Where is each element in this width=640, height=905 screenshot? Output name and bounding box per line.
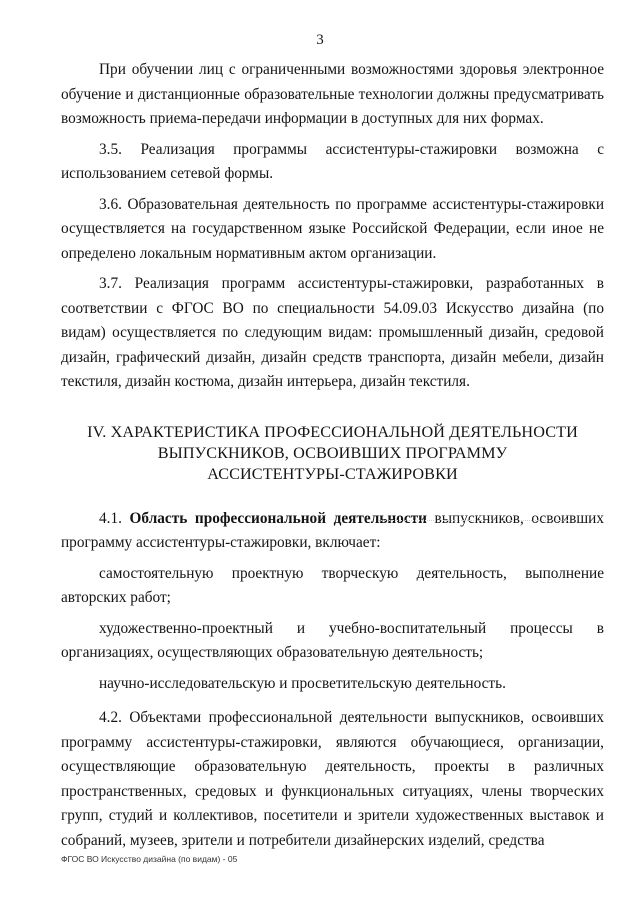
page-footer: ФГОС ВО Искусство дизайна (по видам) - 05: [61, 854, 238, 864]
paragraph-4-1-rest: выпускников, освоивших программу ассистентуры-стажировки, включает:: [61, 509, 604, 551]
paragraph-3-6: 3.6. Образовательная деятельность по программе ассистентуры-стажировки осуществляется на государственном языке Российской Федерации, если иное не определено локальным нормативным актом организации.: [61, 195, 604, 262]
list-item-research-activity: научно-исследовательскую и просветительскую деятельность.: [99, 674, 506, 692]
document-body: [61, 58, 604, 853]
section-heading-line: ВЫПУСКНИКОВ, ОСВОИВШИХ ПРОГРАММУ: [157, 443, 508, 462]
paragraph-3-5: 3.5. Реализация программы ассистентуры-стажировки возможна с использованием сетевой формы.: [61, 140, 604, 182]
paragraph-distance-learning: При обучении лиц с ограниченными возможностями здоровья электронное обучение и дистанционные образовательные технологии должны предусматривать возможность приема-передачи информации в доступных для них формах.: [61, 61, 604, 127]
paragraph-4-1: [61, 507, 604, 556]
paragraph-4-1-number: 4.1.: [99, 509, 122, 527]
paragraph-4-2: 4.2. Объектами профессиональной деятельности выпускников, освоивших программу ассистентуры-стажировки, являются обучающиеся, организации, осуществляющие образовательную деятельность, проекты в различных пространственных, средовых и функциональных ситуациях, члены творческих групп, студий и коллективов, посетители и зрители художественных выставок и собраний, музеев, зрители и потребители дизайнерских изделий, средства: [61, 709, 604, 849]
scan-artifact: [378, 520, 568, 523]
list-item-educational-processes: художественно-проектный и учебно-воспитательный процессы в организациях, осуществляющих образовательную деятельность;: [61, 619, 604, 661]
page-number: 3: [316, 32, 324, 48]
section-heading-line: IV. ХАРАКТЕРИСТИКА ПРОФЕССИОНАЛЬНОЙ ДЕЯТЕЛЬНОСТИ: [87, 422, 578, 441]
section-heading-iv: [61, 422, 604, 485]
list-item-creative-activity: самостоятельную проектную творческую деятельность, выполнение авторских работ;: [61, 564, 604, 606]
paragraph-4-1-bold-term: Область профессиональной деятельности: [129, 509, 427, 527]
section-heading-line: АССИСТЕНТУРЫ-СТАЖИРОВКИ: [207, 464, 458, 483]
paragraph-3-7: 3.7. Реализация программ ассистентуры-стажировки, разработанных в соответствии с ФГОС ВО по специальности 54.09.03 Искусство дизайна (по видам) осуществляется по следующим видам: промышленный дизайн, средовой дизайн, графический дизайн, дизайн средств транспорта, дизайн мебели, дизайн текстиля, дизайн костюма, дизайн интерьера, дизайн текстиля.: [61, 275, 604, 390]
